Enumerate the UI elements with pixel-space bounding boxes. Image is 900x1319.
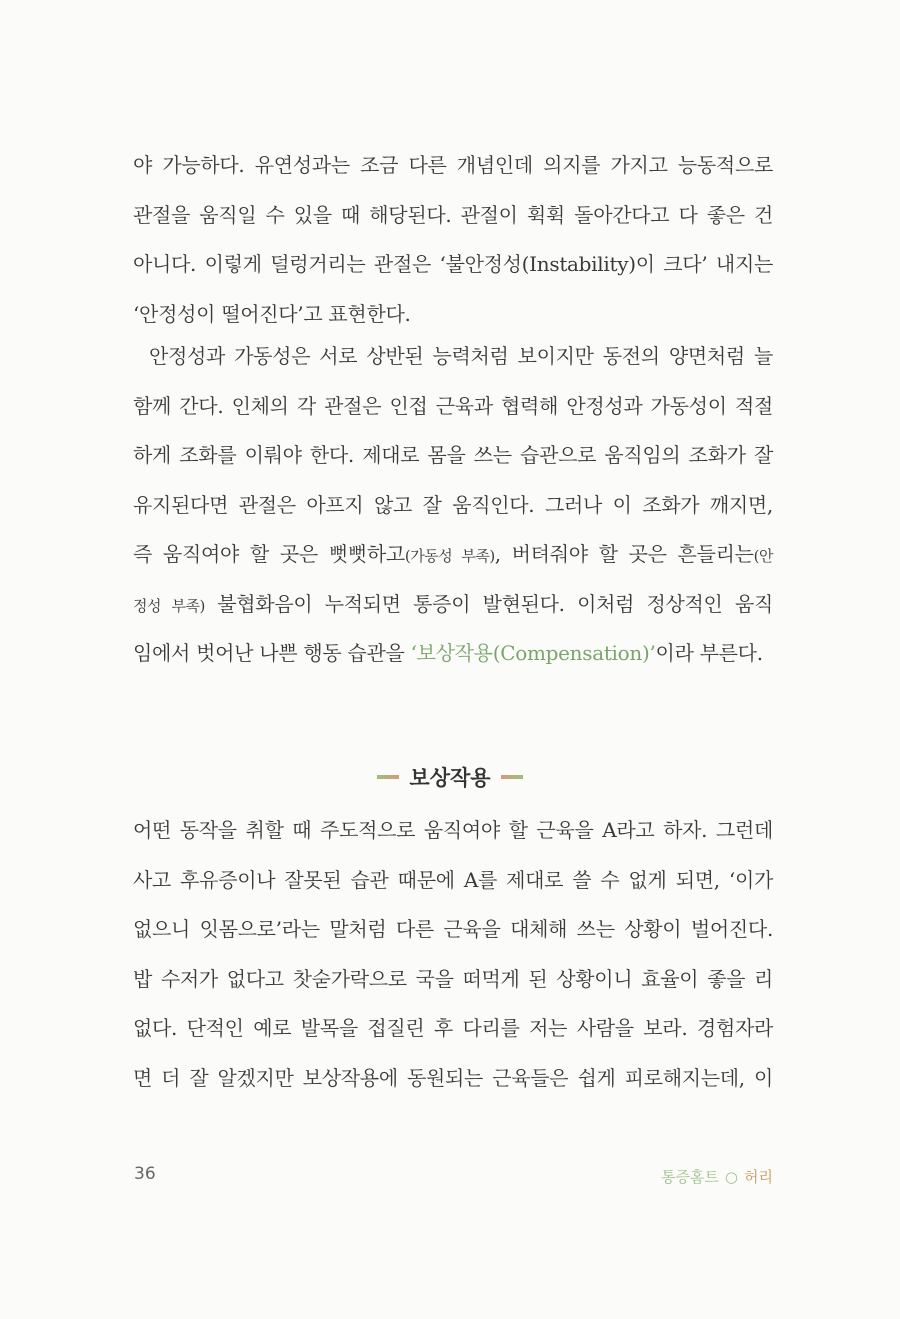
paragraph-stability [133,141,773,339]
text-line: 안정성과 가동성은 서로 상반된 능력처럼 보이지만 동전의 양면처럼 늘 [149,344,773,368]
running-footer [661,1166,773,1187]
text-parenthetical: (안 [753,547,773,565]
page-number: 36 [134,1164,156,1184]
text-line [133,530,773,580]
text-line: 야 가능하다. 유연성과는 조금 다른 개념인데 의지를 가지고 능동적으로 [133,153,773,177]
heading-dash-left [377,775,399,779]
text-parenthetical: 정성 부족) [133,596,205,615]
text-line: 함께 간다. 인체의 각 관절은 인접 근육과 협력해 안정성과 가동성이 적절 [133,393,773,418]
text-line: 면 더 잘 알겠지만 보상작용에 동원되는 근육들은 쉽게 피로해지는데, 이 [133,1065,773,1090]
paragraph-compensation [133,806,773,1103]
heading-dash-right [501,775,523,779]
text-line: 어떤 동작을 취할 때 주도적으로 움직여야 할 근육을 A라고 하자. 그런데 [133,818,773,842]
text-line: 유지된다면 관절은 아프지 않고 잘 움직인다. 그러나 이 조화가 깨지면, [133,492,773,517]
text-segment: 불협화음이 누적되면 통증이 발현된다. 이처럼 정상적인 움직 [204,591,773,616]
highlighted-term: ‘보상작용(Compensation)’ [410,641,656,665]
text-parenthetical: (가동성 부족) [404,547,495,565]
chapter-name: 허리 [744,1168,773,1186]
paragraph-mobility [133,332,773,679]
section-heading-text: 보상작용 [409,766,491,790]
text-segment: , 버텨줘야 할 곳은 흔들리는 [494,542,754,566]
book-title: 통증홈트 [660,1168,719,1186]
text-line [133,629,773,679]
text-segment: 이라 부른다. [655,641,763,665]
separator-circle-icon: ○ [724,1168,739,1186]
text-line: 없다. 단적인 예로 발목을 접질린 후 다리를 저는 사람을 보라. 경험자라 [133,1016,773,1040]
text-line: 하게 조화를 이뤄야 한다. 제대로 몸을 쓰는 습관으로 움직임의 조화가 잘 [133,443,773,467]
text-segment: 즉 움직여야 할 곳은 뻣뻣하고 [133,542,405,566]
text-line: ‘안정성이 떨어진다’고 표현한다. [133,301,411,326]
section-heading [0,762,900,792]
text-segment: 임에서 벗어난 나쁜 행동 습관을 [133,641,411,665]
text-line: 사고 후유증이나 잘못된 습관 때문에 A를 제대로 쓸 수 없게 되면, ‘이가 [133,867,773,892]
text-line: 없으니 잇몸으로’라는 말처럼 다른 근육을 대체해 쓰는 상황이 벌어진다. [133,917,773,941]
text-line: 아니다. 이렇게 덜렁거리는 관절은 ‘불안정성(Instability)이 크다’ 내지는 [133,252,773,276]
text-line: 관절을 움직일 수 있을 때 해당된다. 관절이 휙휙 돌아간다고 다 좋은 건 [133,202,773,227]
text-line: 밥 수저가 없다고 찻숟가락으로 국을 떠먹게 된 상황이니 효율이 좋을 리 [133,966,773,991]
text-line [133,580,773,630]
